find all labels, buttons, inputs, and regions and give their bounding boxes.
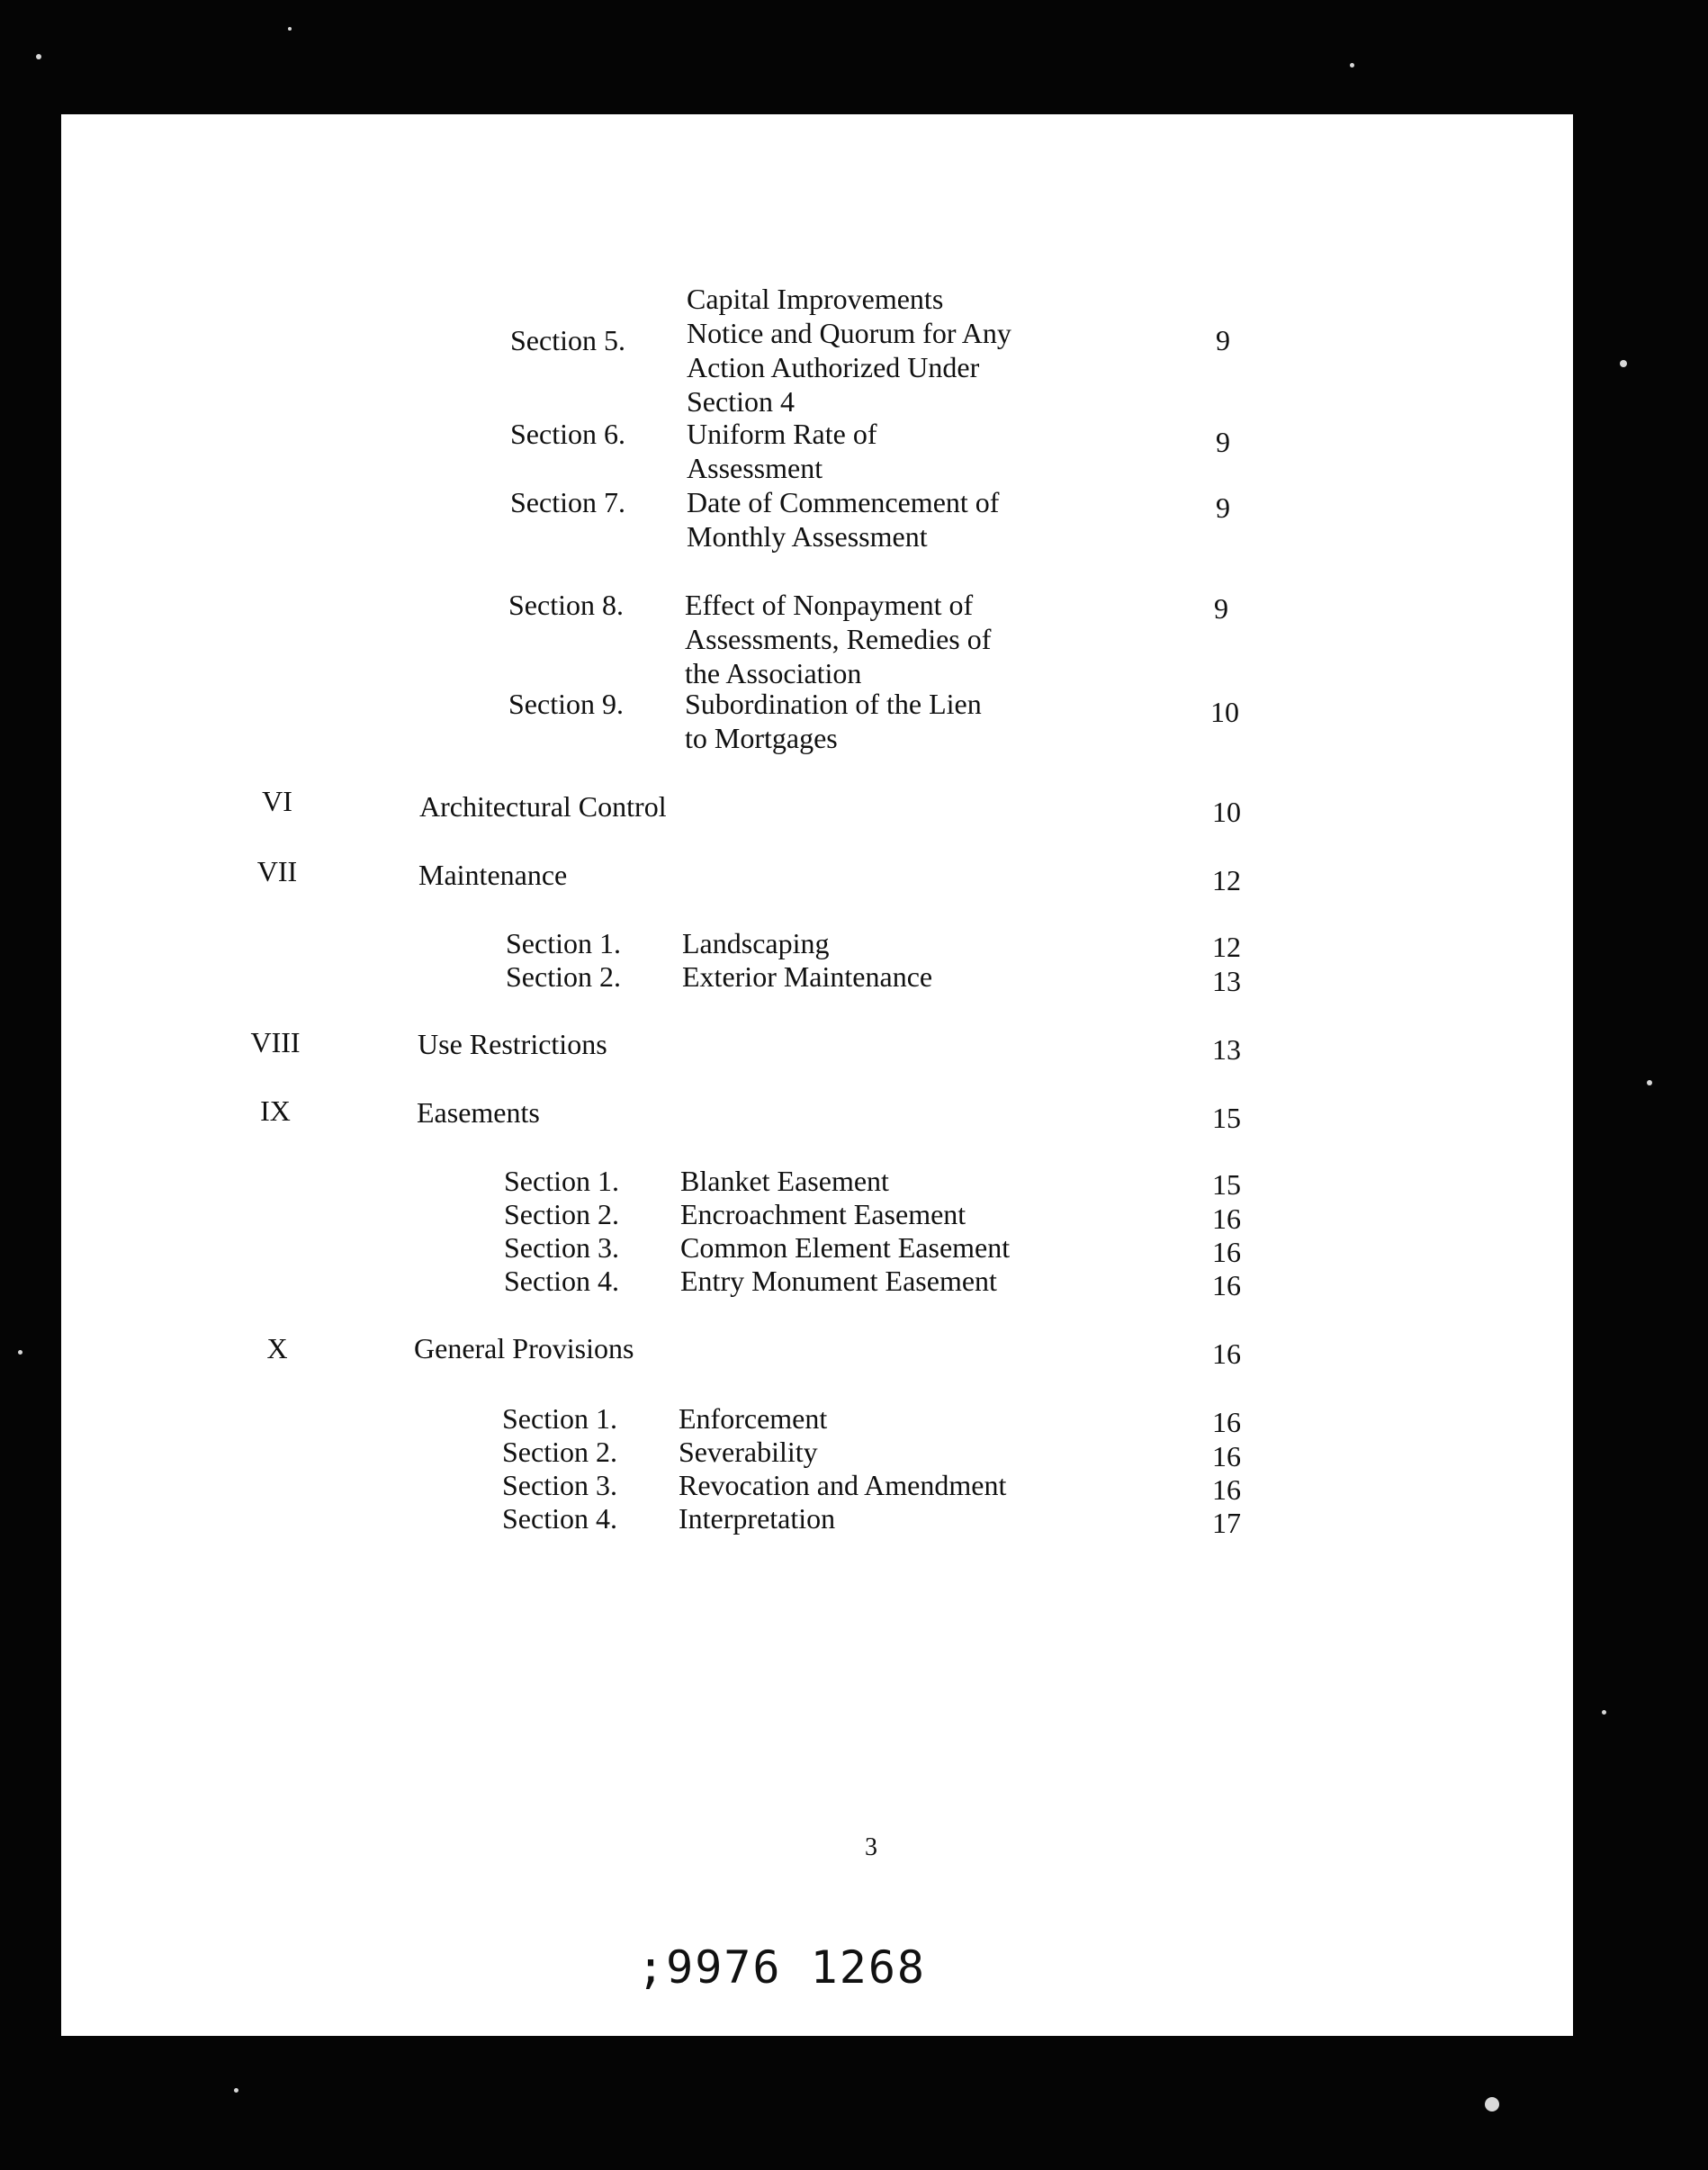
section-label: Section 9. [508, 688, 624, 720]
scan-speckle [1602, 1710, 1606, 1715]
article-page: 10 [1212, 796, 1241, 828]
section-label: Section 3. [504, 1231, 619, 1264]
document-page [61, 114, 1573, 2036]
section-label: Section 6. [510, 418, 625, 450]
section-label: Section 5. [510, 324, 625, 356]
section-page: 9 [1216, 491, 1230, 524]
article-title: General Provisions [414, 1332, 634, 1364]
section-page: 15 [1212, 1168, 1241, 1201]
section-label: Section 2. [504, 1198, 619, 1230]
section-title: Enforcement [679, 1402, 828, 1435]
scan-speckle [1620, 360, 1627, 367]
section-page: 9 [1216, 426, 1230, 458]
section-page: 13 [1212, 965, 1241, 997]
section-label: Section 1. [504, 1165, 619, 1197]
section-title: Encroachment Easement [680, 1198, 966, 1230]
section-title: Interpretation [679, 1502, 836, 1535]
article-title: Easements [417, 1096, 540, 1129]
section-label: Section 4. [502, 1502, 617, 1535]
scan-speckle [1647, 1080, 1652, 1085]
document-id-stamp: ;9976 1268 [637, 1941, 927, 1994]
article-number: VIII [250, 1026, 301, 1058]
section-label: Section 4. [504, 1265, 619, 1297]
section-page: 16 [1212, 1236, 1241, 1268]
section-label: Section 3. [502, 1469, 617, 1501]
page-number: 3 [865, 1833, 877, 1861]
scan-speckle [234, 2088, 238, 2093]
section-label: Section 1. [506, 927, 621, 959]
article-number: IX [260, 1094, 291, 1127]
section-title: Effect of Nonpayment of Assessments, Remedies of the Association [685, 589, 992, 689]
section-title: Landscaping [682, 927, 830, 959]
article-page: 16 [1212, 1337, 1241, 1370]
scan-speckle [1485, 2097, 1499, 2111]
scan-speckle [1350, 63, 1354, 68]
article-title: Architectural Control [419, 790, 667, 823]
section-label: Section 1. [502, 1402, 617, 1435]
section-title: Date of Commencement of Monthly Assessment [687, 486, 1000, 553]
section-title: Subordination of the Lien to Mortgages [685, 688, 982, 754]
scan-speckle [18, 1350, 22, 1355]
article-title: Maintenance [418, 859, 568, 891]
section-title: Common Element Easement [680, 1231, 1011, 1264]
section-page: 9 [1216, 324, 1230, 356]
scan-speckle [288, 27, 292, 31]
section-label: Section 2. [502, 1436, 617, 1468]
section-page: 17 [1212, 1507, 1241, 1539]
section-title: Capital Improvements Notice and Quorum for Any Action Authorized Under Section 4 [687, 283, 1011, 418]
article-number: VI [262, 785, 292, 817]
section-page: 16 [1212, 1440, 1241, 1472]
section-page: 16 [1212, 1269, 1241, 1301]
section-title: Exterior Maintenance [682, 960, 933, 993]
article-title: Use Restrictions [418, 1028, 607, 1060]
section-page: 12 [1212, 931, 1241, 963]
article-number: VII [256, 855, 298, 887]
section-title: Blanket Easement [680, 1165, 889, 1197]
article-number: X [266, 1332, 288, 1364]
section-label: Section 2. [506, 960, 621, 993]
section-title: Entry Monument Easement [680, 1265, 997, 1297]
article-page: 12 [1212, 864, 1241, 896]
section-page: 16 [1212, 1473, 1241, 1506]
scan-speckle [36, 54, 41, 59]
section-label: Section 7. [510, 486, 625, 518]
section-title: Revocation and Amendment [679, 1469, 1007, 1501]
section-page: 16 [1212, 1406, 1241, 1438]
section-label: Section 8. [508, 589, 624, 621]
section-title: Severability [679, 1436, 818, 1468]
section-title: Uniform Rate of Assessment [687, 418, 877, 484]
article-page: 15 [1212, 1102, 1241, 1134]
article-page: 13 [1212, 1033, 1241, 1066]
section-page: 10 [1210, 696, 1239, 728]
section-page: 16 [1212, 1202, 1241, 1235]
section-page: 9 [1214, 592, 1228, 625]
